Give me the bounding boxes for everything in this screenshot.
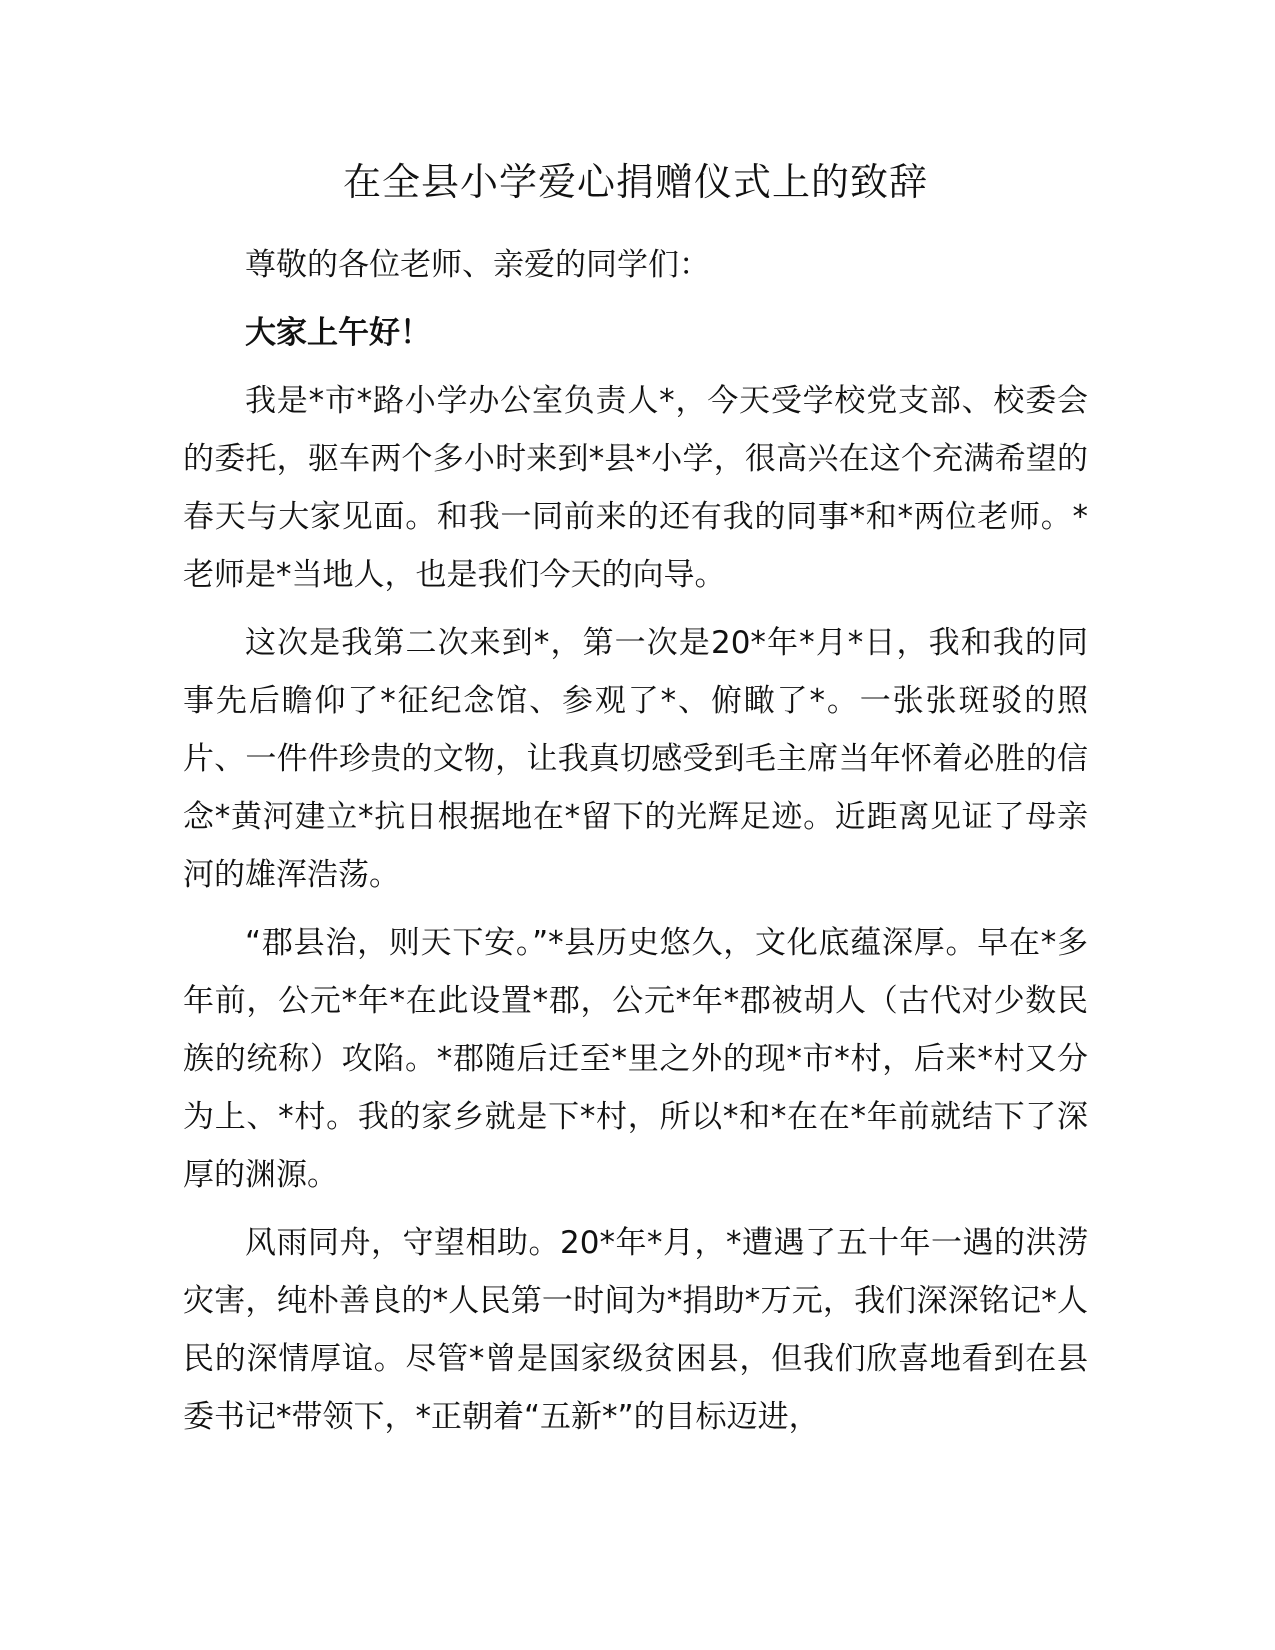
document-page [183, 150, 1088, 1456]
document-title: 在全县小学爱心捐赠仪式上的致辞 [342, 160, 928, 204]
salutation: 尊敬的各位老师、亲爱的同学们： [245, 247, 710, 283]
paragraph-history: “郡县治，则天下安。”*县历史悠久，文化底蕴深厚。早在*多年前，公元*年*在此设置*郡，公元*年*郡被胡人（古代对少数民族的统称）攻陷。*郡随后迁至*里之外的现*市*村，后来*村又分为上、*村。我的家乡就是下*村，所以*和*在在*年前就结下了深厚的渊源。 [183, 925, 1088, 1193]
paragraph-mutual-aid: 风雨同舟，守望相助。20*年*月，*遭遇了五十年一遇的洪涝灾害，纯朴善良的*人民第一时间为*捐助*万元，我们深深铭记*人民的深情厚谊。尽管*曾是国家级贫困县，但我们欣喜地看到在县委书记*带领下，*正朝着“五新*”的目标迈进， [183, 1225, 1088, 1435]
paragraph-second-visit: 这次是我第二次来到*，第一次是20*年*月*日，我和我的同事先后瞻仰了*征纪念馆、参观了*、俯瞰了*。一张张斑驳的照片、一件件珍贵的文物，让我真切感受到毛主席当年怀着必胜的信念*黄河建立*抗日根据地在*留下的光辉足迹。近距离见证了母亲河的雄浑浩荡。 [183, 625, 1088, 893]
paragraph-introduction: 我是*市*路小学办公室负责人*，今天受学校党支部、校委会的委托，驱车两个多小时来到*县*小学，很高兴在这个充满希望的春天与大家见面。和我一同前来的还有我的同事*和*两位老师。*老师是*当地人，也是我们今天的向导。 [183, 383, 1088, 593]
greeting: 大家上午好！ [245, 315, 431, 351]
